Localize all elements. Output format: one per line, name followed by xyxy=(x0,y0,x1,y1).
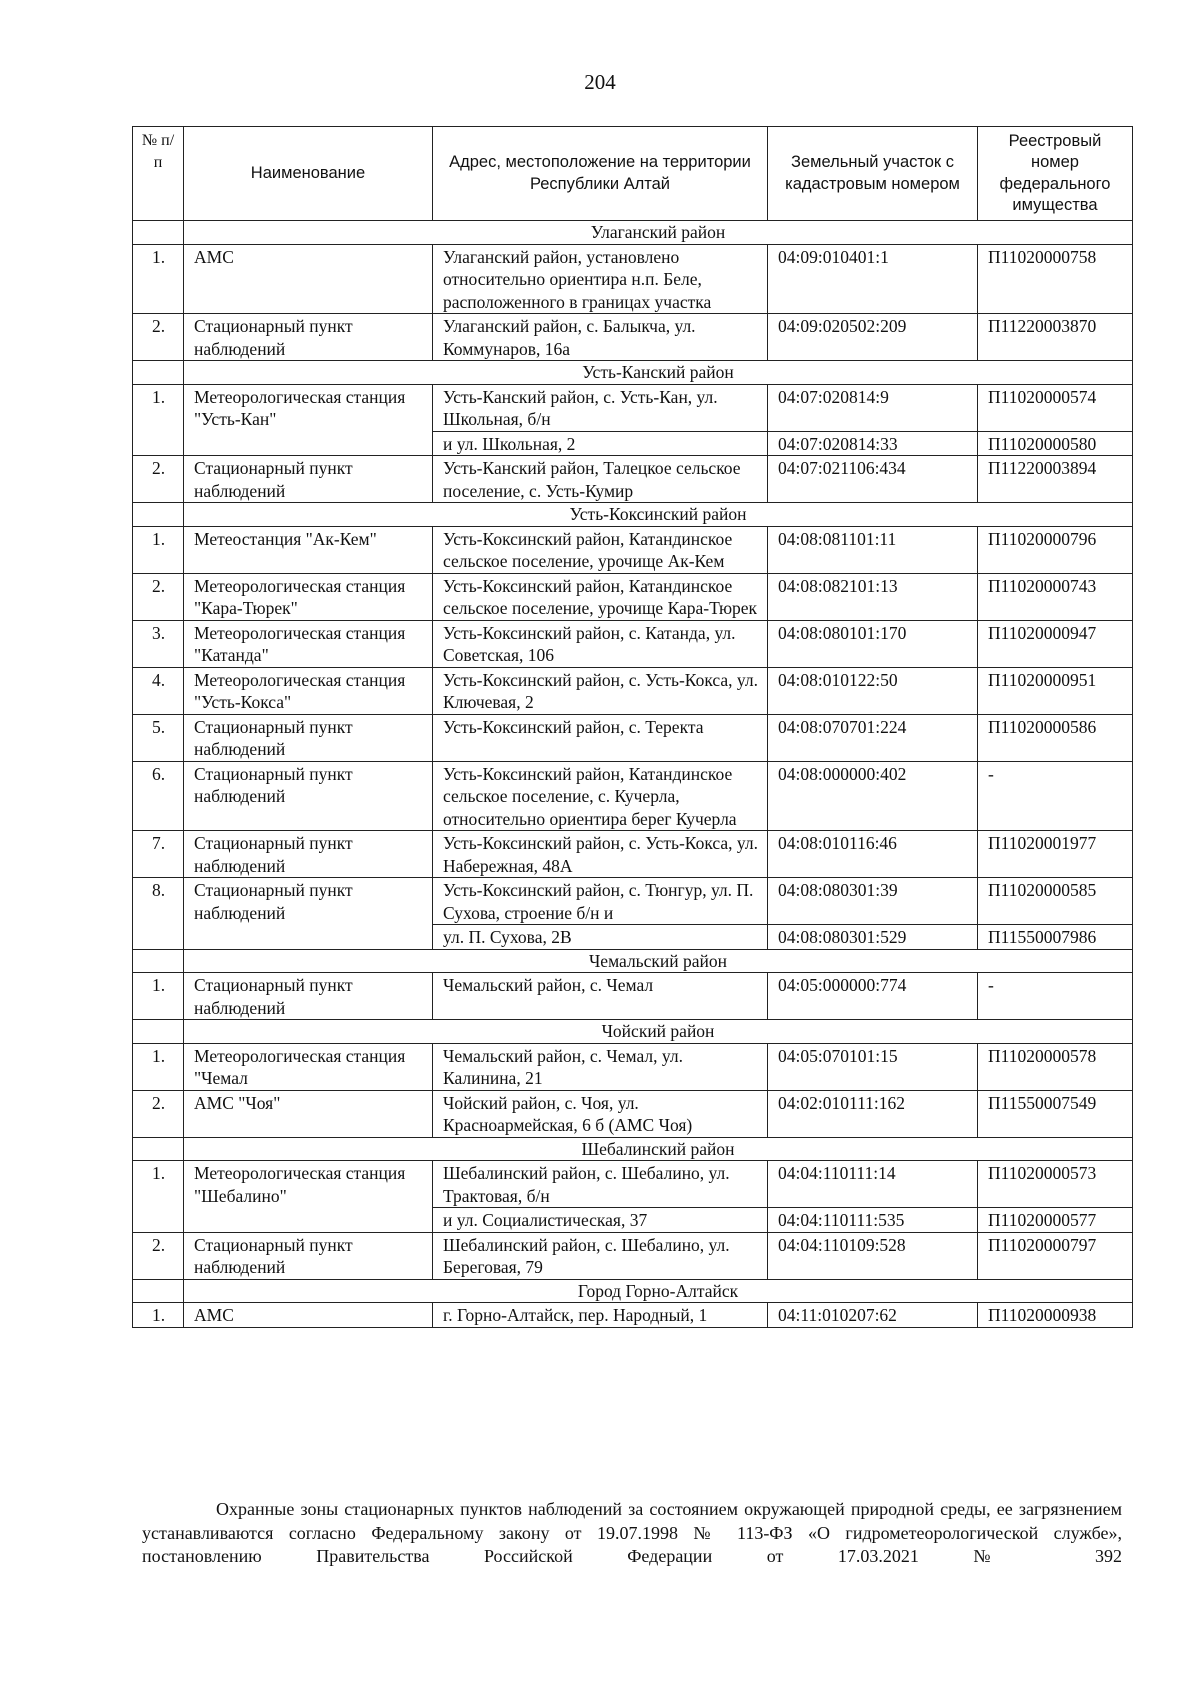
row-name: Метеорологическая станция "Чемал xyxy=(184,1043,433,1090)
header-address: Адрес, местоположение на территории Республики Алтай xyxy=(433,127,768,221)
row-registry-extra: П11020000580 xyxy=(978,431,1133,456)
row-cadastral: 04:08:082101:13 xyxy=(768,573,978,620)
row-cadastral: 04:05:070101:15 xyxy=(768,1043,978,1090)
row-address: Усть-Коксинский район, с. Тюнгур, ул. П. Сухова, строение б/н и xyxy=(433,878,768,925)
row-address: Улаганский район, установлено относительно ориентира н.п. Беле, расположенного в границах участка xyxy=(433,244,768,314)
row-address: Усть-Коксинский район, с. Теректа xyxy=(433,714,768,761)
row-registry: П11220003870 xyxy=(978,314,1133,361)
row-address: Усть-Коксинский район, с. Усть-Кокса, ул. Набережная, 48А xyxy=(433,831,768,878)
row-number: 1. xyxy=(133,384,184,456)
row-address-continued: и ул. Школьная, 2 xyxy=(433,431,768,456)
row-registry: П11020000947 xyxy=(978,620,1133,667)
section-blank-cell xyxy=(133,503,184,527)
row-cadastral: 04:11:010207:62 xyxy=(768,1303,978,1328)
row-address: Усть-Коксинский район, Катандинское сельское поселение, с. Кучерла, относительно ориентира берег Кучерла xyxy=(433,761,768,831)
row-name: Стационарный пункт наблюдений xyxy=(184,314,433,361)
table-row xyxy=(133,1303,1133,1328)
row-name: Стационарный пункт наблюдений xyxy=(184,1232,433,1279)
row-registry: - xyxy=(978,973,1133,1020)
row-address: Улаганский район, с. Балыкча, ул. Коммунаров, 16а xyxy=(433,314,768,361)
row-registry: П11020000574 xyxy=(978,384,1133,431)
row-registry: П11020000938 xyxy=(978,1303,1133,1328)
row-address: Усть-Коксинский район, с. Усть-Кокса, ул. Ключевая, 2 xyxy=(433,667,768,714)
row-name: Стационарный пункт наблюдений xyxy=(184,831,433,878)
section-title: Улаганский район xyxy=(184,221,1133,245)
row-name: Метеорологическая станция "Усть-Кан" xyxy=(184,384,433,456)
row-cadastral: 04:09:010401:1 xyxy=(768,244,978,314)
row-cadastral: 04:05:000000:774 xyxy=(768,973,978,1020)
row-number: 1. xyxy=(133,1161,184,1233)
table-row xyxy=(133,1090,1133,1137)
section-title: Шебалинский район xyxy=(184,1137,1133,1161)
footer-text: Охранные зоны стационарных пунктов наблюдений за состоянием окружающей природной среды, ее загрязнением устанавливаются согласно Федеральному закону от 19.07.1998 № 113-ФЗ «О гидрометеорологической службе», постановлению Правительства Российской Федерации от 17.03.2021 № 392 xyxy=(142,1499,1122,1566)
section-row xyxy=(133,221,1133,245)
row-name: АМС xyxy=(184,244,433,314)
row-cadastral: 04:08:010116:46 xyxy=(768,831,978,878)
table-row xyxy=(133,526,1133,573)
table-row xyxy=(133,1161,1133,1208)
table-row xyxy=(133,761,1133,831)
section-title: Город Горно-Алтайск xyxy=(184,1279,1133,1303)
section-row xyxy=(133,1279,1133,1303)
row-number: 2. xyxy=(133,314,184,361)
row-registry: - xyxy=(978,761,1133,831)
row-number: 2. xyxy=(133,573,184,620)
section-row xyxy=(133,1137,1133,1161)
row-cadastral: 04:08:080101:170 xyxy=(768,620,978,667)
table-row xyxy=(133,973,1133,1020)
table-row xyxy=(133,384,1133,431)
row-name: Стационарный пункт наблюдений xyxy=(184,761,433,831)
section-row xyxy=(133,361,1133,385)
row-name: АМС "Чоя" xyxy=(184,1090,433,1137)
row-address-continued: ул. П. Сухова, 2В xyxy=(433,925,768,950)
row-number: 1. xyxy=(133,526,184,573)
table-row xyxy=(133,831,1133,878)
section-blank-cell xyxy=(133,1279,184,1303)
row-cadastral: 04:04:110111:14 xyxy=(768,1161,978,1208)
row-cadastral: 04:07:021106:434 xyxy=(768,456,978,503)
row-cadastral: 04:08:000000:402 xyxy=(768,761,978,831)
section-title: Чойский район xyxy=(184,1020,1133,1044)
section-title: Усть-Коксинский район xyxy=(184,503,1133,527)
table-row xyxy=(133,714,1133,761)
section-blank-cell xyxy=(133,361,184,385)
row-address: Шебалинский район, с. Шебалино, ул. Береговая, 79 xyxy=(433,1232,768,1279)
row-cadastral: 04:08:010122:50 xyxy=(768,667,978,714)
footer-note xyxy=(142,1498,1122,1569)
section-row xyxy=(133,1020,1133,1044)
table-row xyxy=(133,244,1133,314)
header-registry: Реестровый номер федерального имущества xyxy=(978,127,1133,221)
row-cadastral: 04:09:020502:209 xyxy=(768,314,978,361)
page-number: 204 xyxy=(584,70,616,94)
table-row xyxy=(133,456,1133,503)
table-row xyxy=(133,620,1133,667)
row-address: Усть-Коксинский район, Катандинское сельское поселение, урочище Ак-Кем xyxy=(433,526,768,573)
row-registry: П11220003894 xyxy=(978,456,1133,503)
row-cadastral: 04:08:080301:39 xyxy=(768,878,978,925)
table-row xyxy=(133,878,1133,925)
row-registry: П11020000578 xyxy=(978,1043,1133,1090)
row-cadastral-extra: 04:07:020814:33 xyxy=(768,431,978,456)
section-blank-cell xyxy=(133,1137,184,1161)
section-blank-cell xyxy=(133,1020,184,1044)
section-row xyxy=(133,949,1133,973)
row-cadastral: 04:02:010111:162 xyxy=(768,1090,978,1137)
row-address: Чемальский район, с. Чемал xyxy=(433,973,768,1020)
header-name: Наименование xyxy=(184,127,433,221)
row-registry: П11020000797 xyxy=(978,1232,1133,1279)
section-blank-cell xyxy=(133,221,184,245)
table-row xyxy=(133,667,1133,714)
row-name: АМС xyxy=(184,1303,433,1328)
row-registry: П11020001977 xyxy=(978,831,1133,878)
row-name: Стационарный пункт наблюдений xyxy=(184,714,433,761)
row-name: Метеорологическая станция "Шебалино" xyxy=(184,1161,433,1233)
row-number: 5. xyxy=(133,714,184,761)
header-cadastral: Земельный участок с кадастровым номером xyxy=(768,127,978,221)
row-address: Чойский район, с. Чоя, ул. Красноармейская, 6 б (АМС Чоя) xyxy=(433,1090,768,1137)
row-name: Метеостанция "Ак-Кем" xyxy=(184,526,433,573)
row-registry: П11550007549 xyxy=(978,1090,1133,1137)
row-cadastral: 04:07:020814:9 xyxy=(768,384,978,431)
section-title: Усть-Канский район xyxy=(184,361,1133,385)
row-number: 1. xyxy=(133,244,184,314)
table-row xyxy=(133,1043,1133,1090)
row-registry-extra: П11550007986 xyxy=(978,925,1133,950)
row-address: Чемальский район, с. Чемал, ул. Калинина, 21 xyxy=(433,1043,768,1090)
table-header-row xyxy=(133,127,1133,221)
row-registry-extra: П11020000577 xyxy=(978,1208,1133,1233)
row-registry: П11020000573 xyxy=(978,1161,1133,1208)
row-number: 1. xyxy=(133,1303,184,1328)
row-address: Шебалинский район, с. Шебалино, ул. Трактовая, б/н xyxy=(433,1161,768,1208)
table-row xyxy=(133,573,1133,620)
row-registry: П11020000743 xyxy=(978,573,1133,620)
row-cadastral: 04:04:110109:528 xyxy=(768,1232,978,1279)
row-name: Метеорологическая станция "Катанда" xyxy=(184,620,433,667)
row-number: 1. xyxy=(133,973,184,1020)
row-number: 4. xyxy=(133,667,184,714)
row-cadastral-extra: 04:04:110111:535 xyxy=(768,1208,978,1233)
section-title: Чемальский район xyxy=(184,949,1133,973)
row-number: 2. xyxy=(133,1232,184,1279)
row-cadastral-extra: 04:08:080301:529 xyxy=(768,925,978,950)
federal-property-table xyxy=(132,126,1133,1328)
row-address-continued: и ул. Социалистическая, 37 xyxy=(433,1208,768,1233)
row-number: 2. xyxy=(133,456,184,503)
row-number: 1. xyxy=(133,1043,184,1090)
row-number: 6. xyxy=(133,761,184,831)
row-name: Метеорологическая станция "Усть-Кокса" xyxy=(184,667,433,714)
row-number: 7. xyxy=(133,831,184,878)
row-address: г. Горно-Алтайск, пер. Народный, 1 xyxy=(433,1303,768,1328)
section-row xyxy=(133,503,1133,527)
table-row xyxy=(133,314,1133,361)
row-address: Усть-Коксинский район, Катандинское сельское поселение, урочище Кара-Тюрек xyxy=(433,573,768,620)
row-name: Стационарный пункт наблюдений xyxy=(184,973,433,1020)
row-name: Стационарный пункт наблюдений xyxy=(184,456,433,503)
row-registry: П11020000585 xyxy=(978,878,1133,925)
row-cadastral: 04:08:070701:224 xyxy=(768,714,978,761)
row-number: 3. xyxy=(133,620,184,667)
row-registry: П11020000758 xyxy=(978,244,1133,314)
row-address: Усть-Канский район, Талецкое сельское поселение, с. Усть-Кумир xyxy=(433,456,768,503)
row-address: Усть-Канский район, с. Усть-Кан, ул. Школьная, б/н xyxy=(433,384,768,431)
row-registry: П11020000586 xyxy=(978,714,1133,761)
table-row xyxy=(133,1232,1133,1279)
row-number: 2. xyxy=(133,1090,184,1137)
row-number: 8. xyxy=(133,878,184,950)
row-name: Стационарный пункт наблюдений xyxy=(184,878,433,950)
header-number: № п/п xyxy=(133,127,184,221)
table-body xyxy=(133,221,1133,1328)
row-name: Метеорологическая станция "Кара-Тюрек" xyxy=(184,573,433,620)
row-registry: П11020000951 xyxy=(978,667,1133,714)
section-blank-cell xyxy=(133,949,184,973)
row-cadastral: 04:08:081101:11 xyxy=(768,526,978,573)
row-address: Усть-Коксинский район, с. Катанда, ул. Советская, 106 xyxy=(433,620,768,667)
row-registry: П11020000796 xyxy=(978,526,1133,573)
